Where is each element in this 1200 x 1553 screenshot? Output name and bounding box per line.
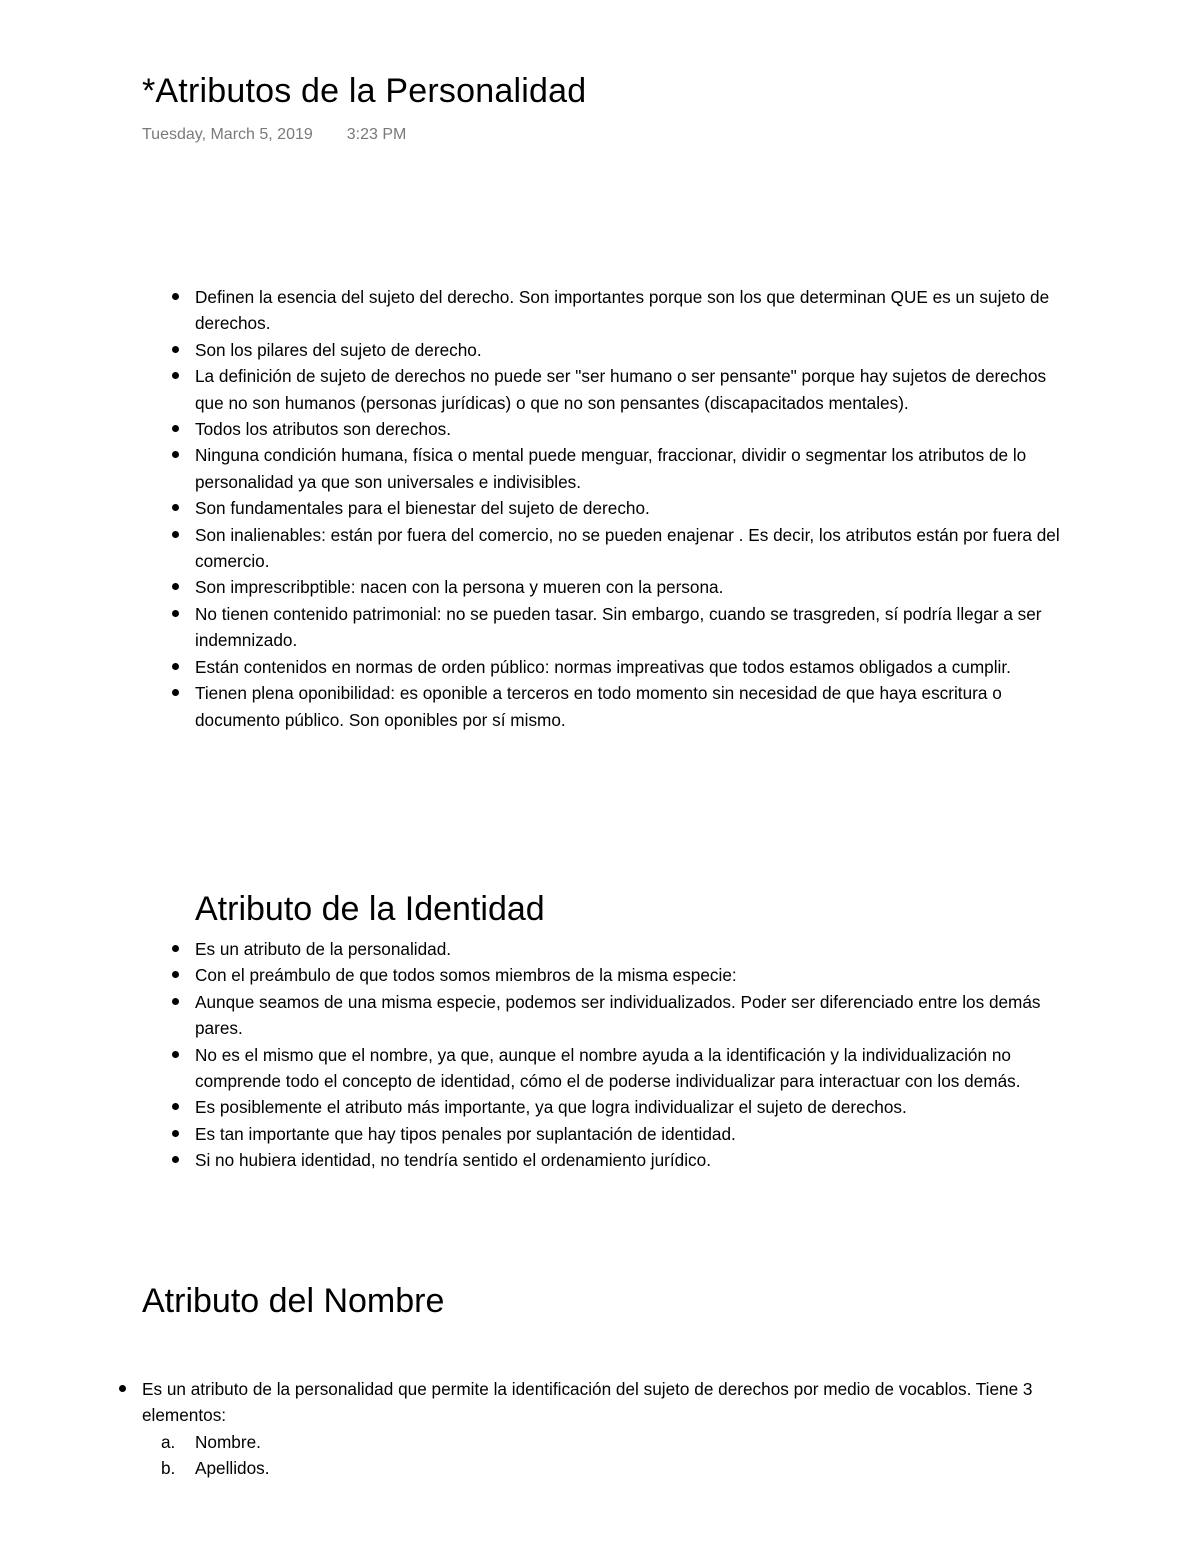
list-item: Es un atributo de la personalidad. (195, 936, 1075, 962)
list-item: Son inalienables: están por fuera del comercio, no se pueden enajenar . Es decir, los atributos están por fuera del comercio. (195, 522, 1075, 575)
list-item: Son fundamentales para el bienestar del sujeto de derecho. (195, 495, 1075, 521)
date-label: Tuesday, March 5, 2019 (142, 126, 313, 143)
nombre-sub-list (142, 1429, 1042, 1482)
list-item: Definen la esencia del sujeto del derecho. Son importantes porque son los que determinan QUE es un sujeto de derechos. (195, 284, 1075, 337)
nombre-bullet-list (142, 1376, 1042, 1482)
timestamp (142, 126, 406, 144)
list-item: Es tan importante que hay tipos penales por suplantación de identidad. (195, 1121, 1075, 1147)
page-title: *Atributos de la Personalidad (142, 72, 587, 110)
list-item (142, 1376, 1042, 1482)
list-item-text: Es un atributo de la personalidad que permite la identificación del sujeto de derechos por medio de vocablos. Tiene 3 elementos: (142, 1379, 1033, 1426)
identidad-heading: Atributo de la Identidad (195, 890, 545, 928)
list-item: La definición de sujeto de derechos no puede ser "ser humano o ser pensante" porque hay sujetos de derechos que no son humanos (personas jurídicas) o que no son pensantes (discapacitados mentales). (195, 363, 1075, 416)
sub-list-text: Apellidos. (195, 1458, 270, 1479)
sub-list-item (142, 1455, 1042, 1481)
list-item: Es posiblemente el atributo más importante, ya que logra individualizar el sujeto de derechos. (195, 1094, 1075, 1120)
time-label: 3:23 PM (346, 126, 407, 143)
sub-list-item (142, 1429, 1042, 1455)
list-item: Todos los atributos son derechos. (195, 416, 1075, 442)
list-item: Están contenidos en normas de orden público: normas impreativas que todos estamos obligados a cumplir. (195, 654, 1075, 680)
list-item: Si no hubiera identidad, no tendría sentido el ordenamiento jurídico. (195, 1147, 1075, 1173)
list-item: Ninguna condición humana, física o mental puede menguar, fraccionar, dividir o segmentar los atributos de lo personalidad ya que son universales e indivisibles. (195, 442, 1075, 495)
list-item: Con el preámbulo de que todos somos miembros de la misma especie: (195, 962, 1075, 988)
list-item: Son los pilares del sujeto de derecho. (195, 337, 1075, 363)
list-item: Tienen plena oponibilidad: es oponible a terceros en todo momento sin necesidad de que haya escritura o documento público. Son oponibles por sí mismo. (195, 680, 1075, 733)
identidad-bullet-list (195, 936, 1075, 1174)
list-item: No tienen contenido patrimonial: no se pueden tasar. Sin embargo, cuando se trasgreden, sí podría llegar a ser indemnizado. (195, 601, 1075, 654)
list-item: No es el mismo que el nombre, ya que, aunque el nombre ayuda a la identificación y la individualización no comprende todo el concepto de identidad, cómo el de poderse individualizar para interactuar con los demás. (195, 1042, 1075, 1095)
list-item: Aunque seamos de una misma especie, podemos ser individualizados. Poder ser diferenciado entre los demás pares. (195, 989, 1075, 1042)
sub-list-marker: a. (161, 1431, 176, 1452)
nombre-heading: Atributo del Nombre (142, 1282, 445, 1320)
sub-list-marker: b. (161, 1458, 176, 1479)
sub-list-text: Nombre. (195, 1431, 261, 1452)
personalidad-bullet-list (195, 284, 1075, 733)
list-item: Son imprescribptible: nacen con la persona y mueren con la persona. (195, 574, 1075, 600)
